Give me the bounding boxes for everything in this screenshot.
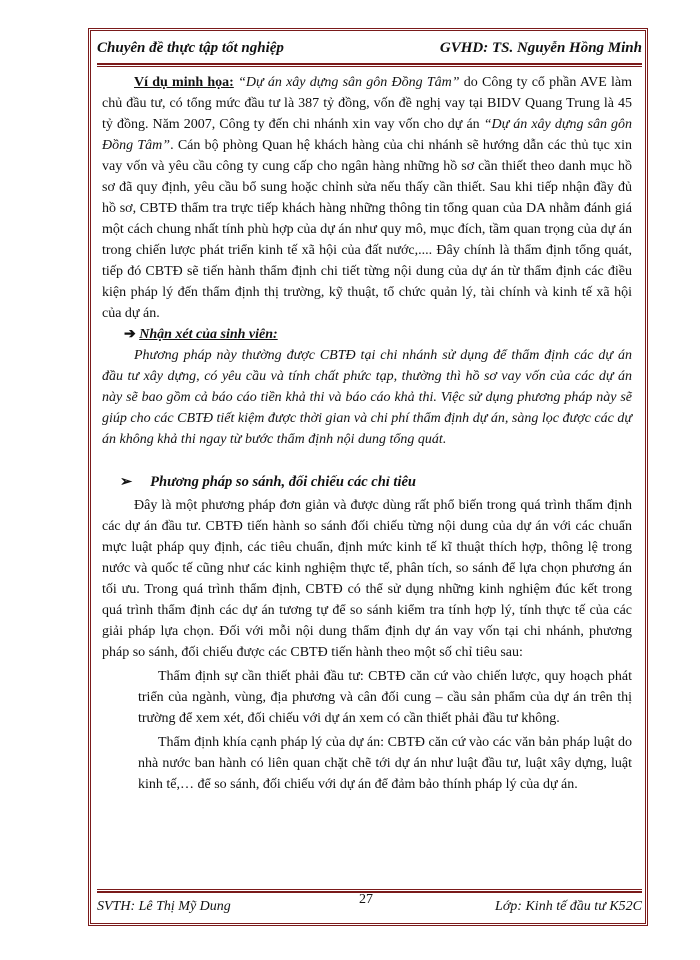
header-left-title: Chuyên đề thực tập tốt nghiệp	[97, 40, 284, 56]
arrow-right-icon: ➔	[124, 327, 136, 342]
example-paragraph	[102, 72, 632, 324]
document-body	[102, 72, 632, 795]
footer-class: Lớp: Kinh tế đầu tư K52C	[495, 899, 642, 914]
comment-title: Nhận xét của sinh viên:	[139, 327, 278, 342]
section-heading	[102, 472, 632, 493]
comment-body: Phương pháp này thường được CBTĐ tại chi nhánh sử dụng để thẩm định các dự án đầu tư xây dựng, có yêu cầu và tính chất phức tạp, thường thì hồ sơ vay vốn của các dự án này sẽ bao gồm cả báo cáo tiền khả thi và báo cáo khả thi. Việc sử dụng phương pháp này sẽ giúp cho các CBTĐ tiết kiệm được thời gian và chi phí thẩm định dự án, sàng lọc được các dự án không khả thi ngay từ bước thẩm định nội dung tổng quát.	[102, 348, 632, 447]
page-number: 27	[359, 892, 373, 907]
arrowhead-bullet-icon: ➢	[120, 474, 133, 490]
comment-heading	[124, 324, 632, 345]
header-rule	[97, 63, 642, 67]
example-project-title-2: “Dự án xây dựng sân gôn Đồng Tâm”	[102, 117, 633, 153]
footer-student: SVTH: Lê Thị Mỹ Dung	[97, 899, 231, 914]
page-footer	[97, 892, 642, 919]
example-text-1: do Công ty cổ phần AVE làm chủ đầu tư, có tổng mức đầu tư là 387 tỷ đồng, vốn đề nghị vay tại BIDV Quang Trung là 45 tỷ đồng. Năm 2007, Công ty đến chi nhánh xin vay vốn cho dự án	[102, 75, 633, 132]
section-title: Phương pháp so sánh, đối chiếu các chỉ tiêu	[150, 474, 416, 490]
example-text-2: . Cán bộ phòng Quan hệ khách hàng của chi nhánh sẽ hướng dẫn các thủ tục xin vay vốn và yêu cầu công ty cung cấp cho ngân hàng những hồ sơ cần thiết theo danh mục hồ sơ đã quy định, yêu cầu bổ sung hoặc chỉnh sửa nếu thấy cần thiết. Sau khi tiếp nhận đầy đủ hồ sơ, CBTĐ thẩm tra trực tiếp khách hàng những thông tin tổng quan của DA nhằm đánh giá một cách chung nhất tính phù hợp của dự án như quy mô, mục đích, tầm quan trọng của dự án trong chiến lược phát triển kinh tế xã hội của đất nước,.... Đây chính là thẩm định tổng quát, tiếp đó CBTĐ sẽ tiến hành thẩm định chi tiết từng nội dung của dự án từ thẩm định các điều kiện pháp lý đến thẩm định thị trường, kỹ thuật, tổ chức quản lý, tài chính và kinh tế xã hội của dự án.	[102, 138, 632, 321]
criteria-item-necessity: Thẩm định sự cần thiết phải đầu tư: CBTĐ căn cứ vào chiến lược, quy hoạch phát triển của ngành, vùng, địa phương và cân đối cung – cầu sản phẩm của dự án trên thị trường để xem xét, đối chiếu với dự án xem có cần thiết phải đầu tư không.	[138, 669, 632, 726]
example-label: Ví dụ minh họa:	[134, 75, 234, 90]
example-project-title: “Dự án xây dựng sân gôn Đồng Tâm”	[238, 75, 460, 90]
section-intro: Đây là một phương pháp đơn giản và được dùng rất phổ biến trong quá trình thẩm định các dự án đầu tư. CBTĐ tiến hành so sánh đối chiếu từng nội dung của dự án với các chuẩn mực luật pháp quy định, các tiêu chuẩn, định mức kinh tế kĩ thuật thích hợp, thông lệ trong nước và quốc tế cũng như các kinh nghiệm thực tế, phân tích, so sánh để lựa chọn phương án tối ưu. Trong quá trình thẩm định, CBTĐ có thể sử dụng những kinh nghiệm đúc kết trong quá trình thẩm định các dự án tương tự để so sánh kiểm tra tính hợp lý, tính thực tế của các giải pháp lựa chọn. Đối với mỗi nội dung thẩm định dự án vay vốn tại chi nhánh, phương pháp so sánh, đối chiếu được các CBTĐ tiến hành theo một số chỉ tiêu sau:	[102, 498, 632, 660]
criteria-item-legal: Thẩm định khía cạnh pháp lý của dự án: CBTĐ căn cứ vào các văn bản pháp luật do nhà nước ban hành có liên quan chặt chẽ tới dự án như luật đầu tư, luật xây dựng, luật kinh tế,… để so sánh, đối chiếu với dự án để đảm bảo thính pháp lý của dự án.	[138, 735, 632, 792]
header-right-advisor: GVHD: TS. Nguyễn Hồng Minh	[439, 40, 642, 56]
page-header	[97, 40, 642, 62]
